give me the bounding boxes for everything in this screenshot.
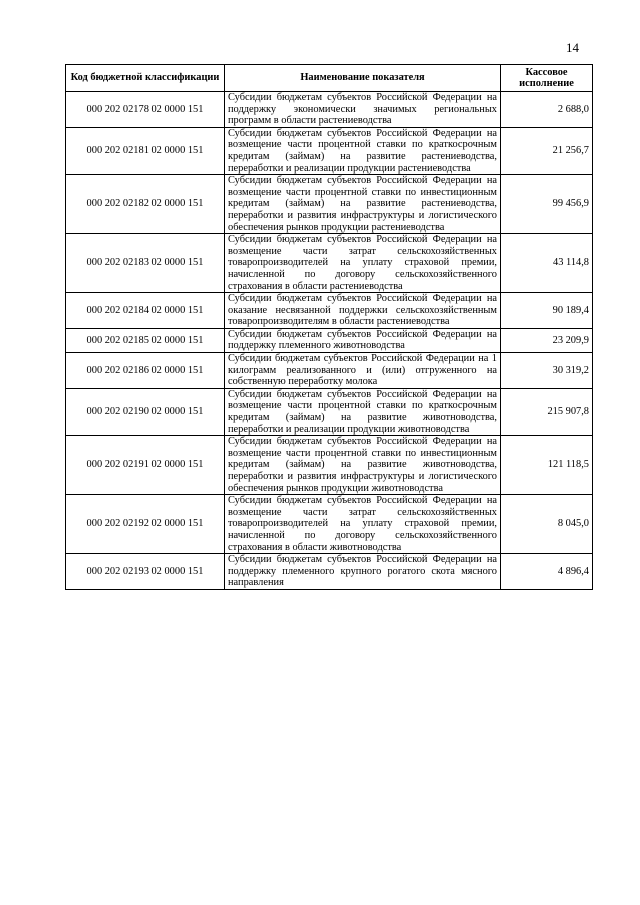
budget-execution-table [65,64,593,590]
indicator-name-cell: Субсидии бюджетам субъектов Российской Федерации на поддержку экономически значимых региональных программ в области растениеводства [225,92,501,128]
budget-code-cell: 000 202 02190 02 0000 151 [66,388,225,435]
cash-execution-cell: 43 114,8 [501,234,593,293]
indicator-name-cell: Субсидии бюджетам субъектов Российской Федерации на поддержку племенного крупного рогатого скота мясного направления [225,554,501,590]
cash-execution-cell: 121 118,5 [501,436,593,495]
table-row [66,127,593,174]
budget-code-cell: 000 202 02185 02 0000 151 [66,328,225,352]
table-row [66,328,593,352]
cash-execution-cell: 21 256,7 [501,127,593,174]
indicator-name-cell: Субсидии бюджетам субъектов Российской Федерации на оказание несвязанной поддержки сельскохозяйственным товаропроизводителям в области растениеводства [225,293,501,329]
cash-execution-cell: 30 319,2 [501,353,593,389]
budget-code-cell: 000 202 02183 02 0000 151 [66,234,225,293]
cash-execution-cell: 99 456,9 [501,175,593,234]
table-row [66,175,593,234]
indicator-name-cell: Субсидии бюджетам субъектов Российской Федерации на 1 килограмм реализованного и (или) отгруженного на собственную переработку молока [225,353,501,389]
budget-code-cell: 000 202 02181 02 0000 151 [66,127,225,174]
indicator-name-cell: Субсидии бюджетам субъектов Российской Федерации на возмещение части процентной ставки по краткосрочным кредитам (займам) на развитие животноводства, переработки и реализации продукции животноводства [225,388,501,435]
indicator-name-cell: Субсидии бюджетам субъектов Российской Федерации на возмещение части процентной ставки по инвестиционным кредитам (займам) на развитие животноводства, переработки и развития инфраструктуры и логистического обеспечения рынков продукции животноводства [225,436,501,495]
indicator-name-cell: Субсидии бюджетам субъектов Российской Федерации на возмещение части процентной ставки по краткосрочным кредитам (займам) на развитие растениеводства, переработки и реализации продукции растениеводства [225,127,501,174]
budget-code-cell: 000 202 02184 02 0000 151 [66,293,225,329]
cash-execution-cell: 215 907,8 [501,388,593,435]
table-row [66,353,593,389]
table-row [66,554,593,590]
table-row [66,495,593,554]
budget-code-cell: 000 202 02186 02 0000 151 [66,353,225,389]
header-name: Наименование показателя [225,65,501,92]
indicator-name-cell: Субсидии бюджетам субъектов Российской Федерации на поддержку племенного животноводства [225,328,501,352]
budget-code-cell: 000 202 02178 02 0000 151 [66,92,225,128]
cash-execution-cell: 23 209,9 [501,328,593,352]
cash-execution-cell: 8 045,0 [501,495,593,554]
header-code: Код бюджетной классификации [66,65,225,92]
table-row [66,293,593,329]
budget-code-cell: 000 202 02192 02 0000 151 [66,495,225,554]
table-row [66,92,593,128]
cash-execution-cell: 90 189,4 [501,293,593,329]
cash-execution-cell: 2 688,0 [501,92,593,128]
table-header-row [66,65,593,92]
cash-execution-cell: 4 896,4 [501,554,593,590]
page-number: 14 [566,40,579,55]
table-row [66,234,593,293]
table-row [66,436,593,495]
budget-code-cell: 000 202 02193 02 0000 151 [66,554,225,590]
budget-code-cell: 000 202 02191 02 0000 151 [66,436,225,495]
indicator-name-cell: Субсидии бюджетам субъектов Российской Федерации на возмещение части затрат сельскохозяйственных товаропроизводителей на уплату страховой премии, начисленной по договору сельскохозяйственного страхования в области животноводства [225,495,501,554]
budget-code-cell: 000 202 02182 02 0000 151 [66,175,225,234]
indicator-name-cell: Субсидии бюджетам субъектов Российской Федерации на возмещение части процентной ставки по инвестиционным кредитам (займам) на развитие растениеводства, переработки и развития инфраструктуры и логистического обеспечения рынков продукции растениеводства [225,175,501,234]
indicator-name-cell: Субсидии бюджетам субъектов Российской Федерации на возмещение части затрат сельскохозяйственных товаропроизводителей на уплату страховой премии, начисленной по договору сельскохозяйственного страхования в области растениеводства [225,234,501,293]
header-amount: Кассовое исполнение [501,65,593,92]
table-row [66,388,593,435]
